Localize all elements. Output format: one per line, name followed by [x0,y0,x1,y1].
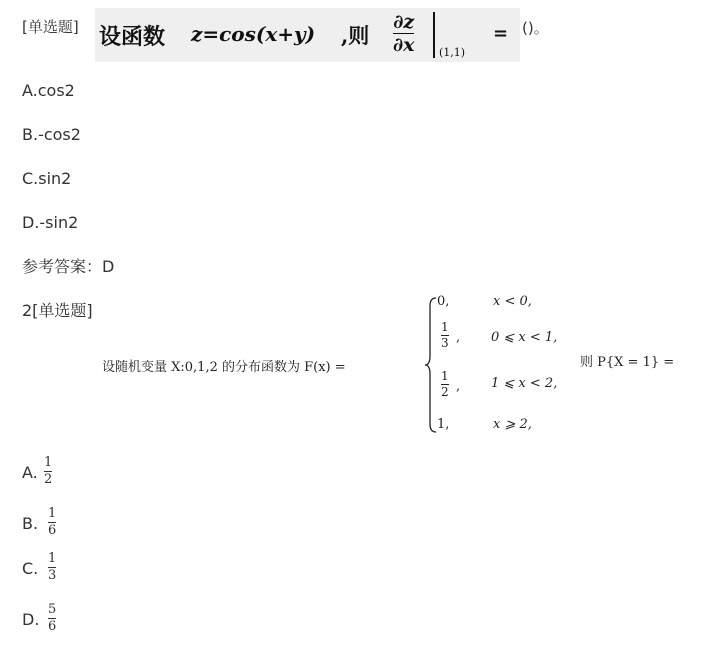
q2-option-d-fraction [48,603,56,634]
q1-partial-derivative [393,11,414,56]
q2-option-a-label: A. [22,463,38,482]
q2-option-a-num: 1 [44,455,53,470]
q2-type-tag: 2[单选题] [22,301,93,320]
q2-piece3-comma: , [456,379,461,394]
q2-option-c-den: 3 [48,568,57,583]
q2-piece1-value: 0, [437,294,450,309]
q1-type-tag: [单选题] [22,18,79,36]
q2-option-b[interactable] [22,506,82,542]
q2-piece3-den: 2 [441,385,449,399]
q2-option-a[interactable] [22,455,82,491]
q2-option-d-label: D. [22,610,40,629]
q2-option-b-den: 6 [48,523,57,538]
q2-piece3-fraction [441,370,449,399]
q1-option-b[interactable]: B.-cos2 [22,125,81,144]
q1-option-c[interactable]: C.sin2 [22,169,72,188]
q2-piece2-num: 1 [441,320,449,334]
q2-option-c[interactable] [22,551,82,587]
q2-piece3-num: 1 [441,369,449,383]
q2-piece4-condition: x ⩾ 2, [493,417,532,432]
q2-piecewise-brace [424,296,438,434]
q2-piece2-comma: , [456,330,461,345]
q2-formula-image [0,290,704,440]
q2-stem-text: 设随机变量 X:0,1,2 的分布函数为 F(x) = [102,360,346,375]
q2-option-d-num: 5 [48,602,57,617]
q2-piece2-condition: 0 ⩽ x < 1, [491,330,558,345]
q2-option-b-fraction [48,507,56,538]
q1-option-a[interactable]: A.cos2 [22,81,75,100]
q1-stem-then: ,则 [341,23,370,48]
q2-option-d[interactable] [22,602,82,638]
q2-question: 则 P{X = 1} = [580,355,675,370]
q1-stem-lead: 设函数 [99,24,166,50]
q1-eval-point: (1,1) [439,46,466,59]
q2-option-c-num: 1 [48,551,57,566]
q1-option-d[interactable]: D.-sin2 [22,213,79,232]
q1-eval-bar [433,12,435,58]
q1-blank: ()。 [522,19,549,37]
q2-option-a-den: 2 [44,472,53,487]
q2-option-c-label: C. [22,559,39,578]
q2-piece2-den: 3 [441,336,449,350]
q1-deriv-denominator: ∂x [393,34,415,56]
q1-formula-image [95,8,520,62]
q1-stem-formula: z=cos(x+y) [191,22,316,46]
q2-option-b-label: B. [22,514,39,533]
q1-answer: 参考答案：D [22,257,115,276]
q2-piece2-fraction [441,321,449,350]
q2-piece1-condition: x < 0, [493,294,532,309]
q2-piece3-condition: 1 ⩽ x < 2, [491,376,558,391]
q2-option-d-den: 6 [48,619,57,634]
q1-equals: = [493,23,509,44]
q2-piece4-value: 1, [437,417,450,432]
q1-deriv-numerator: ∂z [393,11,415,33]
q2-option-c-fraction [48,552,56,583]
q2-option-b-num: 1 [48,506,57,521]
q2-option-a-fraction [44,456,52,487]
